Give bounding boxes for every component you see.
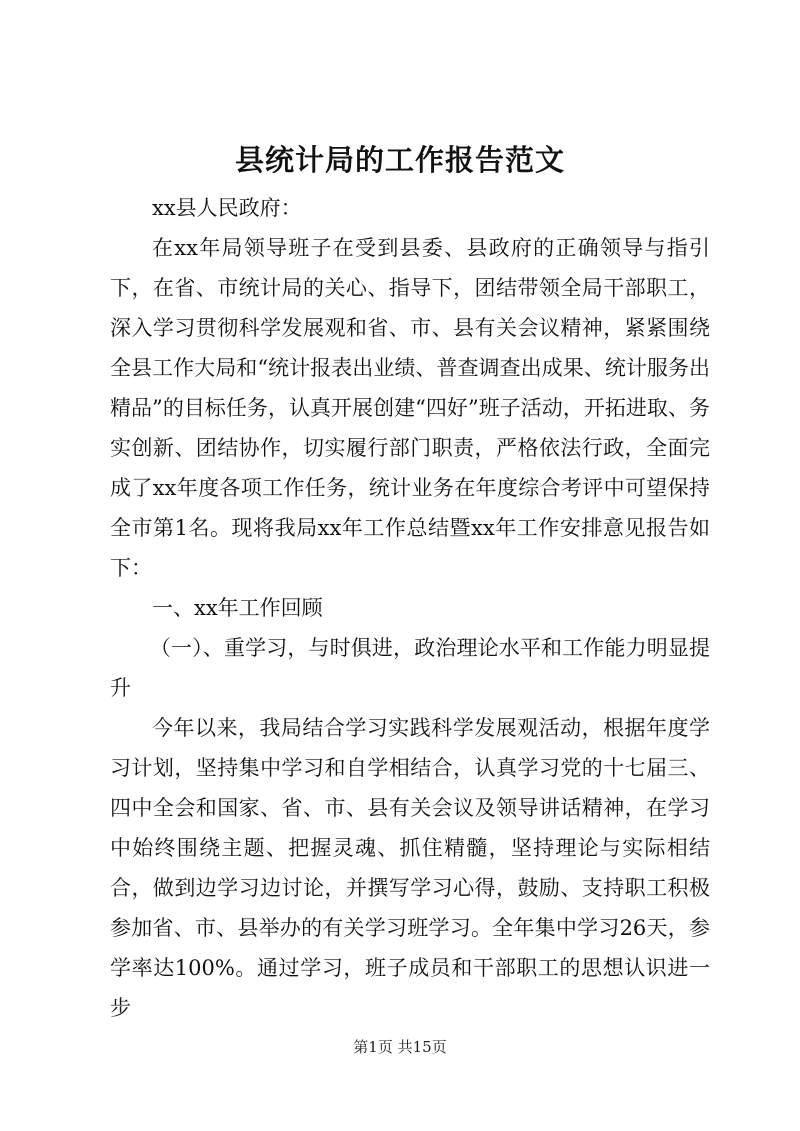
section-heading-review: 一、xx年工作回顾 [152,596,323,620]
document-title: 县统计局的工作报告范文 [234,143,565,177]
salutation: xx县人民政府： [152,196,302,220]
page-indicator: 第1页 共15页 [353,1038,447,1056]
subsection-heading-study: （一）、重学习，与时俱进，政治理论水平和工作能力明显提升 [110,636,710,700]
paragraph-intro: 在xx年局领导班子在受到县委、县政府的正确领导与指引下，在省、市统计局的关心、指导下，团结带领全局干部职工，深入学习贯彻科学发展观和省、市、县有关会议精神，紧紧围绕全县工作大局和“统计报表出业绩、普查调查出成果、统计服务出精品”的目标任务，认真开展创建“四好”班子活动，开拓进取、务实创新、团结协作，切实履行部门职责，严格依法行政，全面完成了xx年度各项工作任务，统计业务在年度综合考评中可望保持全市第1名。现将我局xx年工作总结暨xx年工作安排意见报告如下： [110,236,710,580]
document-body [110,188,710,1028]
paragraph-study: 今年以来，我局结合学习实践科学发展观活动，根据年度学习计划，坚持集中学习和自学相结合，认真学习党的十七届三、四中全会和国家、省、市、县有关会议及领导讲话精神，在学习中始终围绕主题、把握灵魂、抓住精髓，坚持理论与实际相结合，做到边学习边讨论，并撰写学习心得，鼓励、支持职工积极参加省、市、县举办的有关学习班学习。全年集中学习26天，参学率达100%。通过学习，班子成员和干部职工的思想认识进一步 [110,716,710,1020]
